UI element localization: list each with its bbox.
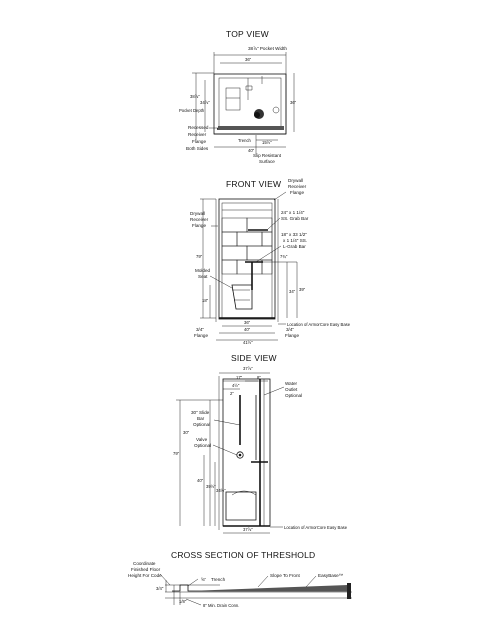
threshold-34-dim: 3/4" — [156, 586, 164, 591]
recessed-line-2: Receiver — [188, 132, 207, 137]
drywall-top-line-3: Flange — [290, 190, 305, 195]
front-7-dim: 7¾" — [280, 254, 288, 259]
front-flange-left-1: 3/4" — [196, 327, 205, 332]
side-view-enclosure — [219, 376, 270, 530]
seat-line-2: Seat — [198, 274, 208, 279]
slide-line-1: 30" Slide — [191, 410, 210, 415]
pocket-depth-label: Pocket Depth — [179, 108, 205, 113]
top-view-plan — [214, 74, 286, 134]
side-8-dim: 8" — [257, 375, 261, 380]
water-line-3: Optional — [285, 393, 303, 398]
side-2-dim: 2" — [230, 391, 234, 396]
water-line-2: Outlet — [285, 387, 298, 392]
front-view — [190, 178, 351, 345]
grab24-line-1: 24" x 1 1/4" — [281, 210, 305, 215]
threshold-18-dim: 1/8" — [179, 599, 187, 604]
slide-line-3: Optional — [193, 422, 211, 427]
trench-label: Trench — [238, 138, 251, 143]
side-view — [173, 353, 348, 533]
top-overall-40-dim: 40" — [248, 148, 255, 153]
side-view-title: SIDE VIEW — [231, 353, 277, 363]
top-view-title: TOP VIEW — [226, 29, 269, 39]
pocket-width-dim: 38⅞" Pocket Width — [248, 46, 287, 51]
front-39-dim: 39" — [299, 287, 306, 292]
front-flange-right-2: Flange — [285, 333, 300, 338]
side-4-dim: 4½" — [232, 383, 240, 388]
drywall-left-line-3: Flange — [192, 223, 207, 228]
side-34-dim: 34½" — [216, 488, 226, 493]
coord-line-3: Height For Code — [128, 573, 162, 578]
threshold-section — [128, 550, 352, 608]
recessed-line-1: Recessed — [188, 125, 209, 130]
front-flange-left-2: Flange — [194, 333, 209, 338]
threshold-profile — [165, 580, 352, 605]
top-width-36-dim: 36" — [245, 57, 252, 62]
drywall-top-line-1: Drywall — [288, 178, 304, 183]
side-bottom-37-dim: 37⅞" — [243, 527, 253, 532]
recessed-line-3: Flange — [192, 139, 207, 144]
front-36-dim: 36" — [244, 320, 251, 325]
top-depth-38-dim: 38⅞" — [190, 94, 200, 99]
slip-line-1: Slip Resistant — [253, 153, 282, 158]
drywall-left-line-2: Receiver — [190, 217, 209, 222]
top-depth-34-dim: 34⅞" — [200, 100, 210, 105]
coord-line-1: Coordinate — [133, 561, 156, 566]
grab24-line-2: SS. Grab Bar — [281, 216, 309, 221]
side-height-dim: 79" — [173, 451, 180, 456]
side-30-dim: 30" — [183, 430, 190, 435]
threshold-58-dim: ⅝" — [201, 577, 206, 582]
side-40-dim: 40" — [197, 478, 204, 483]
front-34-dim: 34" — [289, 289, 296, 294]
threshold-title: CROSS SECTION OF THRESHOLD — [171, 550, 316, 560]
seat-line-1: Molded — [195, 268, 211, 273]
trench-dim: 15½" — [262, 140, 272, 145]
top-view — [179, 29, 297, 164]
side-armorcore-label: Location of ArmorCore Easy Base — [284, 525, 348, 530]
slope-label: Slope To Front — [270, 573, 300, 578]
side-top-37-dim: 37⅞" — [243, 366, 253, 371]
recessed-line-4: Both Sides — [186, 146, 209, 151]
front-height-dim: 79" — [196, 254, 203, 259]
drywall-left-line-1: Drywall — [190, 211, 206, 216]
threshold-trench-label: Trench — [211, 577, 226, 582]
grab18-line-3: L-Grab Bar — [283, 244, 306, 249]
coord-line-2: Finished Floor — [131, 567, 161, 572]
front-flange-right-1: 3/4" — [286, 327, 295, 332]
front-41-dim: 41½" — [243, 340, 253, 345]
valve-line-1: Valve — [196, 437, 208, 442]
grab18-line-1: 18" x 33 1/2" — [281, 232, 307, 237]
drywall-top-line-2: Receiver — [288, 184, 307, 189]
valve-line-2: Optional — [194, 443, 212, 448]
grab18-line-2: x 1 1/4" SS. — [283, 238, 308, 243]
side-17-dim: 17" — [236, 375, 243, 380]
slip-line-2: Surface — [259, 159, 275, 164]
front-armorcore-label: Location of ArmorCore Easy Base — [287, 322, 351, 327]
slide-line-2: Bar — [197, 416, 205, 421]
side-39-dim: 39½" — [206, 484, 216, 489]
front-view-title: FRONT VIEW — [226, 179, 282, 189]
front-view-enclosure — [216, 199, 278, 322]
front-40-dim: 40" — [244, 327, 251, 332]
water-line-1: Water — [285, 381, 298, 386]
drain-label: 8" Min. Drain Conn. — [203, 603, 240, 608]
front-seat-height-dim: 18" — [202, 298, 209, 303]
top-depth-36-dim: 36" — [290, 100, 297, 105]
easybase-label: EasyBase™ — [318, 573, 344, 578]
